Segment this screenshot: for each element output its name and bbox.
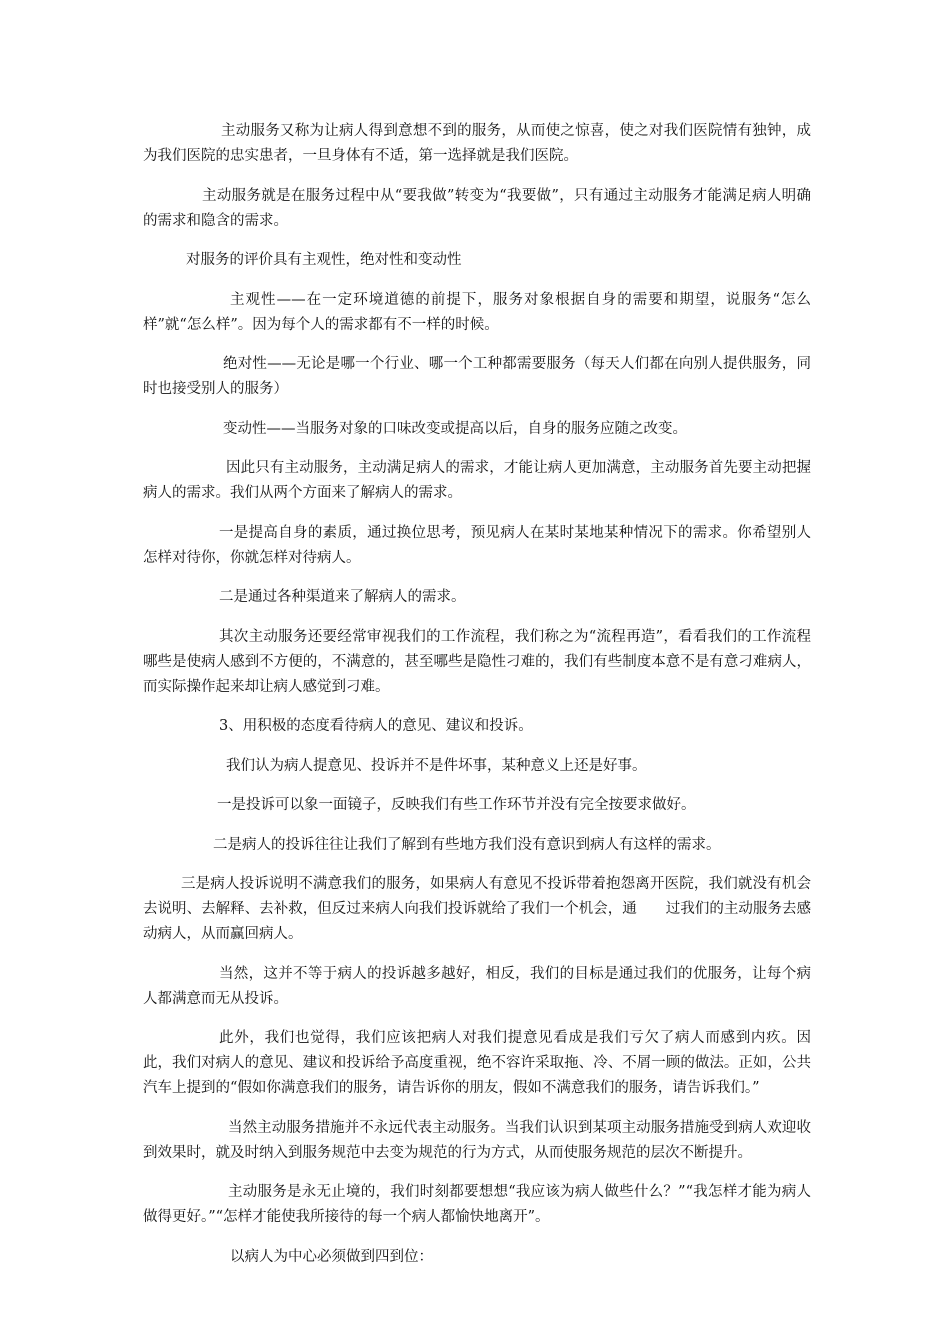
paragraph: 一是投诉可以象一面镜子，反映我们有些工作环节并没有完全按要求做好。 — [217, 797, 696, 813]
paragraph: 主动服务又称为让病人得到意想不到的服务，从而使之惊喜，使之对我们医院情有独钟，成为我们医院的忠实患者，一旦身体有不适，第一选择就是我们医院。 — [143, 123, 811, 164]
paragraph: 此外，我们也觉得，我们应该把病人对我们提意见看成是我们亏欠了病人而感到内疚。因此，我们对病人的意见、建议和投诉给予高度重视，绝不容许采取拖、冷、不屑一顾的做法。正如，公共汽车上提到的“假如你满意我们的服务，请告诉你的朋友，假如不满意我们的服务，请告诉我们。” — [143, 1030, 811, 1096]
paragraph: 以病人为中心必须做到四到位： — [230, 1248, 433, 1265]
paragraph: 绝对性——无论是哪一个行业、哪一个工种都需要服务（每天人们都在向别人提供服务，同时也接受别人的服务） — [143, 356, 811, 397]
paragraph: 主观性——在一定环境道德的前提下，服务对象根据自身的需要和期望，说服务“怎么样”就“怎么样”。因为每个人的需求都有不一样的时候。 — [143, 291, 811, 333]
paragraph: 当然主动服务措施并不永远代表主动服务。当我们认识到某项主动服务措施受到病人欢迎收到效果时，就及时纳入到服务规范中去变为规范的行为方式，从而使服务规范的层次不断提升。 — [143, 1119, 811, 1161]
list-heading: 3、用积极的态度看待病人的意见、建议和投诉。 — [219, 718, 533, 734]
paragraph: 二是通过各种渠道来了解病人的需求。 — [219, 589, 466, 605]
document-body — [143, 119, 811, 1284]
paragraph: 对服务的评价具有主观性，绝对性和变动性 — [186, 252, 462, 268]
paragraph: 主动服务就是在服务过程中从“要我做”转变为“我要做”，只有通过主动服务才能满足病人明确的需求和隐含的需求。 — [143, 187, 811, 229]
paragraph: 因此只有主动服务，主动满足病人的需求，才能让病人更加满意，主动服务首先要主动把握病人的需求。我们从两个方面来了解病人的需求。 — [143, 460, 811, 501]
paragraph: 三是病人投诉说明不满意我们的服务，如果病人有意见不投诉带着抱怨离开医院，我们就没有机会去说明、去解释、去补救，但反过来病人向我们投诉就给了我们一个机会，通 过我们的主动服务去感动病人，从而赢回病人。 — [143, 876, 811, 942]
paragraph: 当然，这并不等于病人的投诉越多越好，相反，我们的目标是通过我们的优服务，让每个病人都满意而无从投诉。 — [143, 965, 811, 1007]
paragraph: 其次主动服务还要经常审视我们的工作流程，我们称之为“流程再造”，看看我们的工作流程哪些是使病人感到不方便的，不满意的，甚至哪些是隐性刁难的，我们有些制度本意不是有意刁难病人，而实际操作起来却让病人感觉到刁难。 — [143, 628, 811, 695]
paragraph: 我们认为病人提意见、投诉并不是件坏事，某种意义上还是好事。 — [226, 757, 647, 774]
paragraph: 二是病人的投诉往往让我们了解到有些地方我们没有意识到病人有这样的需求。 — [213, 836, 721, 853]
paragraph: 变动性——当服务对象的口味改变或提高以后，自身的服务应随之改变。 — [223, 420, 687, 437]
paragraph: 一是提高自身的素质，通过换位思考，预见病人在某时某地某种情况下的需求。你希望别人怎样对待你，你就怎样对待病人。 — [143, 524, 811, 566]
paragraph: 主动服务是永无止境的，我们时刻都要想想“我应该为病人做些什么？”“我怎样才能为病人做得更好。”“怎样才能使我所接待的每一个病人都愉快地离开”。 — [143, 1184, 811, 1225]
